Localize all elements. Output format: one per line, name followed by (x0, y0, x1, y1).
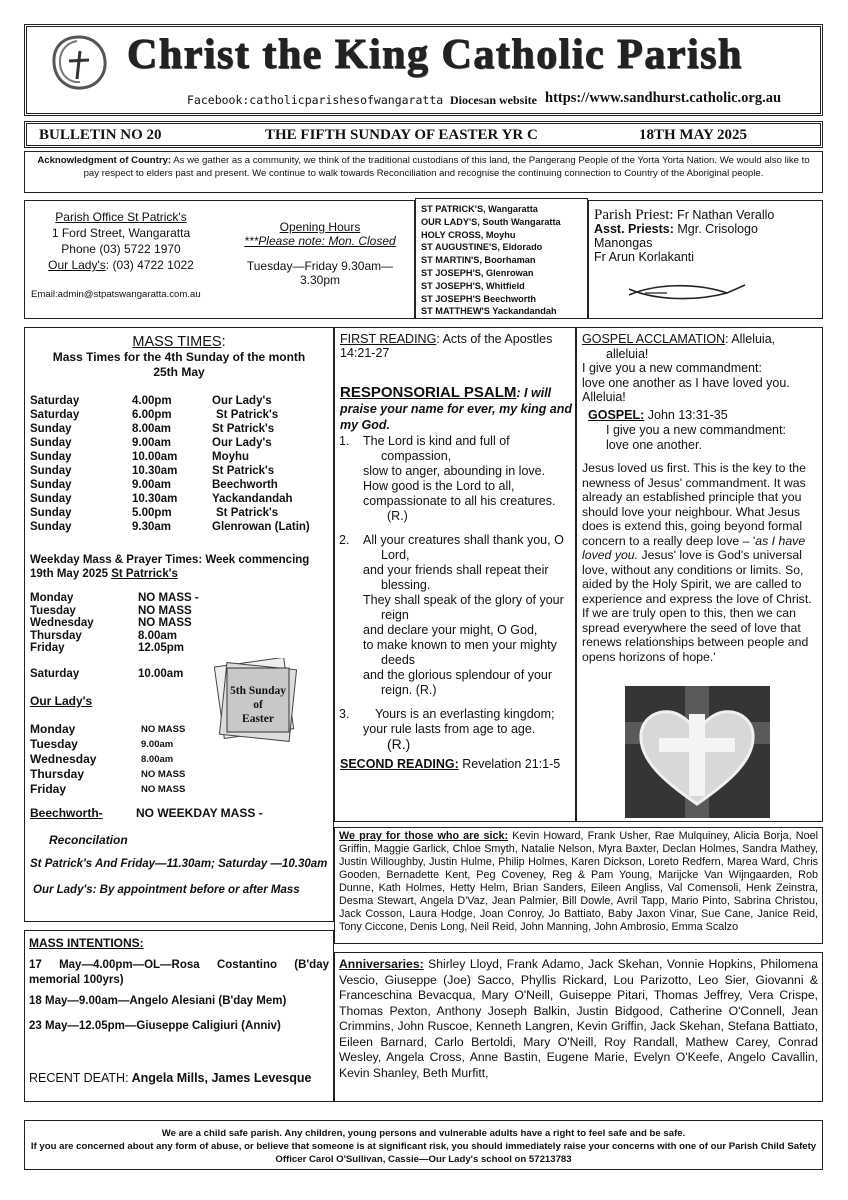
weekday-row (30, 592, 250, 605)
asst-label: Asst. Priests: (594, 222, 674, 236)
gospel-reflection (582, 461, 820, 664)
mass-row (30, 520, 330, 534)
verse-line: Lord, (381, 548, 410, 562)
weekday-val: 12.05pm (138, 642, 185, 654)
verse-line: reign (381, 608, 409, 622)
weekday-val: 8.00am (141, 754, 174, 765)
office-info (41, 209, 201, 273)
weekday-val: NO MASS (138, 617, 192, 629)
weekday-val: 10.00am (138, 667, 184, 680)
mass-times-title: MASS TIMES (132, 334, 222, 350)
ourlady-phone-line (41, 257, 201, 273)
mass-row (30, 464, 330, 478)
ourlady-title: Our Lady's (30, 694, 93, 708)
mass-day: Sunday (30, 423, 72, 435)
verse-line: your rule lasts from age to age. (363, 722, 536, 736)
mass-time: 10.00am (132, 451, 178, 463)
office-email[interactable]: Email:admin@stpatswangaratta.com.au (31, 289, 201, 300)
acclamation-line: Alleluia! (582, 390, 626, 404)
verse-line: and your friends shall repeat their (363, 563, 549, 577)
child-safety-box (24, 1120, 823, 1170)
church-item: ST PATRICK'S, Wangaratta (421, 204, 538, 214)
mass-row (30, 394, 330, 408)
verse-line: compassionate to all his creatures. (363, 494, 556, 508)
readings-box (334, 327, 576, 822)
recent-death (29, 1071, 312, 1085)
beechworth-val: NO WEEKDAY MASS - (136, 806, 263, 820)
weekday-place: St Patrrick's (111, 568, 178, 580)
mass-row (30, 408, 330, 422)
church-item: ST MARTIN'S, Boorhaman (421, 255, 536, 266)
reconciliation-ourlady: Our Lady's: By appointment before or after Mass (33, 884, 300, 896)
verse-line: to make known to men your mighty (363, 638, 557, 652)
easter-badge-line: 5th Sunday (230, 685, 286, 697)
beechworth-label: Beechworth- (30, 806, 103, 820)
church-item: ST JOSEPH'S, Whitfield (421, 280, 525, 291)
weekday-row (30, 752, 250, 767)
weekday-val: NO MASS - (138, 592, 199, 604)
mass-intentions-box (24, 930, 334, 1102)
gospel-label: GOSPEL: (588, 408, 645, 422)
beechworth-line (30, 806, 263, 820)
church-item: ST MATTHEW'S Yackandandah (421, 306, 557, 317)
weekday-val: 8.00am (138, 629, 178, 642)
mass-row (30, 450, 330, 464)
bulletin-date: 18TH MAY 2025 (639, 127, 748, 143)
psalm-verse (339, 533, 575, 698)
mass-place: Our Lady's (212, 437, 272, 449)
weekday-row (30, 722, 250, 737)
verse-line: (R.) (387, 736, 411, 752)
safety-line: We are a child safe parish. Any children, young persons and vulnerable adults have a right to feel safe and be safe. (161, 1128, 686, 1139)
bulletin-sunday: THE FIFTH SUNDAY OF EASTER YR C (265, 127, 538, 143)
psalm-label: RESPONSORIAL PSALM (340, 384, 517, 401)
verse-line: blessing. (381, 578, 431, 592)
acclamation-label: GOSPEL ACCLAMATION (582, 332, 726, 346)
mass-day: Sunday (30, 451, 72, 463)
reconciliation-stpat: St Patrick's And Friday—11.30am; Saturday —10.30am (30, 858, 328, 870)
weekday-date-line (30, 567, 309, 581)
gospel-ref: John 13:31-35 (644, 408, 728, 422)
verse-line: Yours is an everlasting kingdom; (375, 707, 555, 721)
weekday-day: Friday (30, 642, 65, 654)
anniversaries-box (334, 952, 823, 1102)
mass-time: 10.30am (132, 493, 178, 505)
parish-logo-icon (47, 31, 111, 95)
sick-list-box (334, 827, 823, 944)
easter-badge-line: Easter (242, 713, 274, 725)
acclamation-line: I give you a new commandment: (582, 361, 762, 375)
priests-info (594, 208, 822, 264)
priest-label: Parish Priest: (594, 207, 674, 223)
psalm-verses (339, 434, 575, 752)
verse-number: 2. (339, 533, 350, 547)
church-item: ST JOSEPH'S, Glenrowan (421, 267, 534, 278)
mass-time: 9.00am (132, 479, 172, 491)
mass-time: 10.30am (132, 465, 178, 477)
safety-line: If you are concerned about any form of abuse, or believe that someone is at significant risk, you should immediately raise your concerns with one of our Parish Child Safety (30, 1141, 817, 1152)
sick-label: We pray for those who are sick: (339, 830, 509, 842)
mass-row (30, 436, 330, 450)
mass-place: Moyhu (212, 451, 250, 463)
mass-row (30, 492, 330, 506)
mass-place: Our Lady's (212, 395, 272, 407)
weekday-day: Saturday (30, 667, 80, 680)
priests-box (588, 200, 823, 319)
mass-row (30, 506, 330, 520)
psalm-response: : I will praise your name for ever, my king and my God. (340, 386, 573, 432)
weekday-row (30, 630, 250, 643)
mass-times-colon: : (221, 334, 226, 350)
verse-line: The Lord is kind and full of (363, 434, 510, 448)
weekday-header (30, 553, 309, 581)
reflection-end: Jesus' love is God's universal love, without any conditions or limits. So, aided by the Holy Spirit, we are called to experience and express the love of Christ. If we are truly open to this, then we can spread everywhere the seed of love that renews relationships between people and opens horizons of hope.' (582, 548, 812, 664)
weekday-row (30, 737, 250, 752)
reflection-text: Jesus loved us first. This is the key to the newness of Jesus' commandment. It was already an established principle that you should love your neighbour. What Jesus does is extend this, going beyond formal concern to a really deep love – ' (582, 461, 806, 548)
weekday-title: Weekday Mass & Prayer Times: Week commencing (30, 554, 310, 566)
mass-time: 4.00pm (132, 395, 172, 407)
weekday-val: NO MASS (138, 604, 192, 617)
ourlady-phone: : (03) 4722 1022 (105, 258, 194, 272)
anniversaries-names: Shirley Lloyd, Frank Adamo, Jack Skehan, Vonnie Hopkins, Philomena Vescio, Giuseppe (Joe) Sacco, Phyllis Rickard, Lou Parizotto, Leo Sier, Giovanni & Franceschina Bevacqua, Mary O'Neill, Guiseppe Pitari, Thomas Jeffrey, Vera Crispe, Thomas Pexton, Anthony Joseph Balkin, Justin Bidgood, Catherine O'Connell, Jean Crimmins, John Ruscoe, Kenneth Langren, Kevin Griffin, Jack Skehan, Stefana Battiato, Eileen Barnard, Carlo Bertoldi, Mary O'Neill, Roy Randall, Mathew Carey, Conrad Wesley, Angela Cross, Anne Bastin, Eugene Marie, Evelyn O'Keefe, Angelo Cavallin, Kevin Shanley, Beth Murfitt, (339, 957, 818, 1080)
weekday-day: Thursday (30, 629, 82, 642)
ourlady-weekday-table (30, 722, 250, 797)
mass-time: 9.00am (132, 437, 172, 449)
hours-title: Opening Hours (279, 220, 361, 234)
asst-name1b: Manongas (594, 236, 653, 250)
weekday-row (30, 605, 250, 618)
gospel-line: love one another. (606, 438, 702, 452)
acknowledgment-box (24, 151, 823, 193)
intention-item: 18 May—9.00am—Angelo Alesiani (B'day Mem) (29, 995, 287, 1007)
parish-office-box (24, 200, 415, 319)
verse-number: 3. (339, 707, 350, 721)
gospel-heading (588, 408, 822, 423)
fish-icon (627, 281, 747, 305)
weekday-row (30, 782, 250, 797)
hours-times: Tuesday—Friday 9.30am—3.30pm (246, 259, 394, 287)
mass-day: Sunday (30, 479, 72, 491)
mass-place: St Patrick's (212, 465, 275, 477)
reconciliation-title: Reconcilation (49, 833, 128, 847)
intentions-title: MASS INTENTIONS: (29, 936, 144, 950)
mass-row (30, 422, 330, 436)
second-reading-text: Revelation 21:1-5 (458, 757, 561, 771)
mass-place: Glenrowan (Latin) (212, 521, 310, 533)
churches-list (415, 198, 588, 319)
acclamation-heading (582, 332, 822, 347)
opening-hours (231, 220, 409, 287)
mass-day: Saturday (30, 395, 80, 407)
mass-time: 8.00am (132, 423, 172, 435)
weekday-val: 9.00am (141, 739, 174, 750)
mass-time: 6.00pm (132, 409, 172, 421)
verse-line: slow to anger, abounding in love. (363, 464, 546, 478)
asst-priests-line (594, 222, 822, 236)
verse-line: How good is the Lord to all, (363, 479, 515, 493)
reflection-italic: as I have loved you. (582, 533, 806, 562)
gospel-reading (588, 408, 822, 453)
diocesan-label: Diocesan website (450, 93, 537, 107)
gospel-box (576, 327, 823, 822)
priest-name: Fr Nathan Verallo (673, 208, 775, 222)
verse-line: and the glorious splendour of your (363, 668, 553, 682)
hours-note: ***Please note: Mon. Closed (244, 234, 396, 248)
verse-line: All your creatures shall thank you, O (363, 533, 564, 547)
acknowledgment-label: Acknowledgment of Country: (37, 155, 172, 166)
verse-line: (R.) (387, 509, 408, 523)
acclamation-line: love one another as I have loved you. (582, 375, 790, 390)
verse-line: They shall speak of the glory of your (363, 593, 564, 607)
mass-day: Sunday (30, 465, 72, 477)
masthead (24, 24, 823, 116)
mass-time: 5.00pm (132, 507, 172, 519)
recent-death-names: Angela Mills, James Levesque (128, 1071, 312, 1085)
mass-day: Sunday (30, 493, 72, 505)
mass-day: Saturday (30, 409, 80, 421)
psalm-verse (339, 434, 575, 524)
diocesan-url[interactable]: https://www.sandhurst.catholic.org.au (545, 90, 782, 106)
weekday-day: Thursday (30, 767, 85, 781)
sick-names: Kevin Howard, Frank Usher, Rae Mulquiney, Alicia Borja, Noel Griffin, Maggie Garlick, Chloe Smyth, Natalie Nelson, Myra Baxter, Declan Holmes, Sandra Mathey, Justin Willoughby, Justin Hulme, Philip Holmes, Karen Dickson, Loreto Redfern, Marea Ward, Chris Gooden, Bernadette Kent, Peg Coveney, Reg & Pam Young, Marijcke Van Wijngaarden, Rob Dunne, Kath Holmes, Hetty Helm, Brian Sanders, Eileen Angliss, Val Comensoli, Henk Zeinstra, Desma Stewart, Angela D'Vaz, Jean Palmier, Bill Dowle, Avril Tapp, Mario Pinto, Sabrina Christou, Jack Cosson, Laura Hodge, Joan Conroy, Jo Battiato, Baby Jaxon Vinar, Sue Cane, Janice Reid, Tony Ciccone, Denis Long, Neil Reid, John Manning, John Ambrosio, Emma Scalzo (339, 830, 818, 933)
mass-day: Sunday (30, 437, 72, 449)
mass-row (30, 478, 330, 492)
bulletin-bar (24, 121, 823, 148)
church-item: HOLY CROSS, Moyhu (421, 229, 516, 240)
gospel-acclamation (582, 332, 822, 405)
second-reading (340, 757, 560, 771)
weekday-day: Tuesday (30, 737, 78, 751)
mass-time: 9.30am (132, 521, 172, 533)
parish-title: Christ the King Catholic Parish (127, 32, 743, 78)
psalm-verse (339, 707, 575, 752)
weekday-day: Friday (30, 782, 67, 796)
asst-name1: Mgr. Crisologo (673, 222, 758, 236)
weekday-day: Wednesday (30, 617, 94, 629)
responsorial-psalm (340, 385, 574, 433)
office-address: 1 Ford Street, Wangaratta (51, 226, 191, 240)
mass-place: St Patrick's (212, 423, 275, 435)
mass-times-title-line (25, 334, 333, 350)
weekday-day: Tuesday (30, 604, 76, 617)
parish-priest-line (594, 208, 822, 222)
church-item: OUR LADY'S, South Wangaratta (421, 216, 561, 227)
weekday-val: NO MASS (141, 769, 186, 780)
mass-place: Yackandandah (212, 493, 293, 505)
office-phone: Phone (03) 5722 1970 (61, 242, 181, 256)
verse-line: deeds (381, 653, 416, 667)
church-item: ST JOSEPH'S Beechworth (421, 293, 537, 304)
mass-place: St Patrick's (216, 409, 279, 421)
second-reading-label: SECOND READING: (340, 757, 459, 771)
verse-line: and declare your might, O God, (363, 623, 538, 637)
first-reading-label: FIRST READING (340, 332, 437, 346)
acclamation-text: : Alleluia, (725, 332, 776, 346)
acclamation-line: alleluia! (606, 346, 649, 361)
bulletin-number: BULLETIN NO 20 (39, 127, 162, 143)
weekday-day: Monday (30, 592, 74, 604)
intention-item: 23 May—12.05pm—Giuseppe Caligiuri (Anniv) (29, 1020, 281, 1032)
weekday-row (30, 642, 250, 655)
gospel-line: I give you a new commandment: (606, 423, 786, 437)
weekday-day: Monday (30, 722, 76, 736)
easter-badge-line: of (253, 699, 263, 711)
asst-name2: Fr Arun Korlakanti (594, 250, 695, 264)
first-reading-text: : Acts of the Apostles 14:21-27 (340, 332, 553, 360)
weekday-val: NO MASS (141, 724, 186, 735)
intention-item: 17 May—4.00pm—OL—Rosa Costantino (B'day memorial 100yrs) (29, 959, 329, 986)
ourlady-label: Our Lady's (48, 258, 106, 272)
mass-day: Sunday (30, 521, 72, 533)
first-reading (340, 332, 574, 360)
mass-times-subtitle1: Mass Times for the 4th Sunday of the month (52, 350, 306, 364)
safety-line: Officer Carol O'Sullivan, Cassie—Our Lady's school on 57213783 (275, 1154, 572, 1165)
mass-times-subtitle2: 25th May (153, 365, 205, 379)
recent-death-label: RECENT DEATH: (29, 1071, 129, 1085)
psalm-heading (340, 385, 574, 433)
weekday-date: 19th May 2025 (30, 568, 112, 580)
verse-line: reign. (R.) (381, 683, 437, 697)
weekday-val: NO MASS (141, 784, 186, 795)
mass-times-box (24, 327, 334, 922)
acknowledgment-text: As we gather as a community, we think of the traditional custodians of this land, the Pangerang People of the Yorta Yorta Nation. We would also like to pay respect to elders past and present. We continue to walk towards Reconciliation and recognise the continuing connection to Country of the Aboriginal people. (83, 155, 810, 179)
office-title: Parish Office St Patrick's (55, 210, 187, 224)
mass-place: St Patrick's (216, 507, 279, 519)
verse-number: 1. (339, 434, 350, 448)
facebook-link[interactable]: Facebook:catholicparishesofwangaratta (187, 93, 444, 107)
verse-line: compassion, (381, 449, 452, 463)
weekday-day: Wednesday (30, 752, 97, 766)
mass-times-header (25, 334, 333, 380)
weekday-row (30, 617, 250, 630)
weekend-mass-table (30, 394, 330, 534)
heart-cross-image (625, 686, 770, 818)
mass-day: Sunday (30, 507, 72, 519)
weekday-row (30, 767, 250, 782)
church-item: ST AUGUSTINE'S, Eldorado (421, 242, 543, 253)
easter-badge-text (227, 684, 289, 726)
mass-place: Beechworth (212, 479, 278, 491)
anniversaries-label: Anniversaries: (339, 957, 424, 971)
